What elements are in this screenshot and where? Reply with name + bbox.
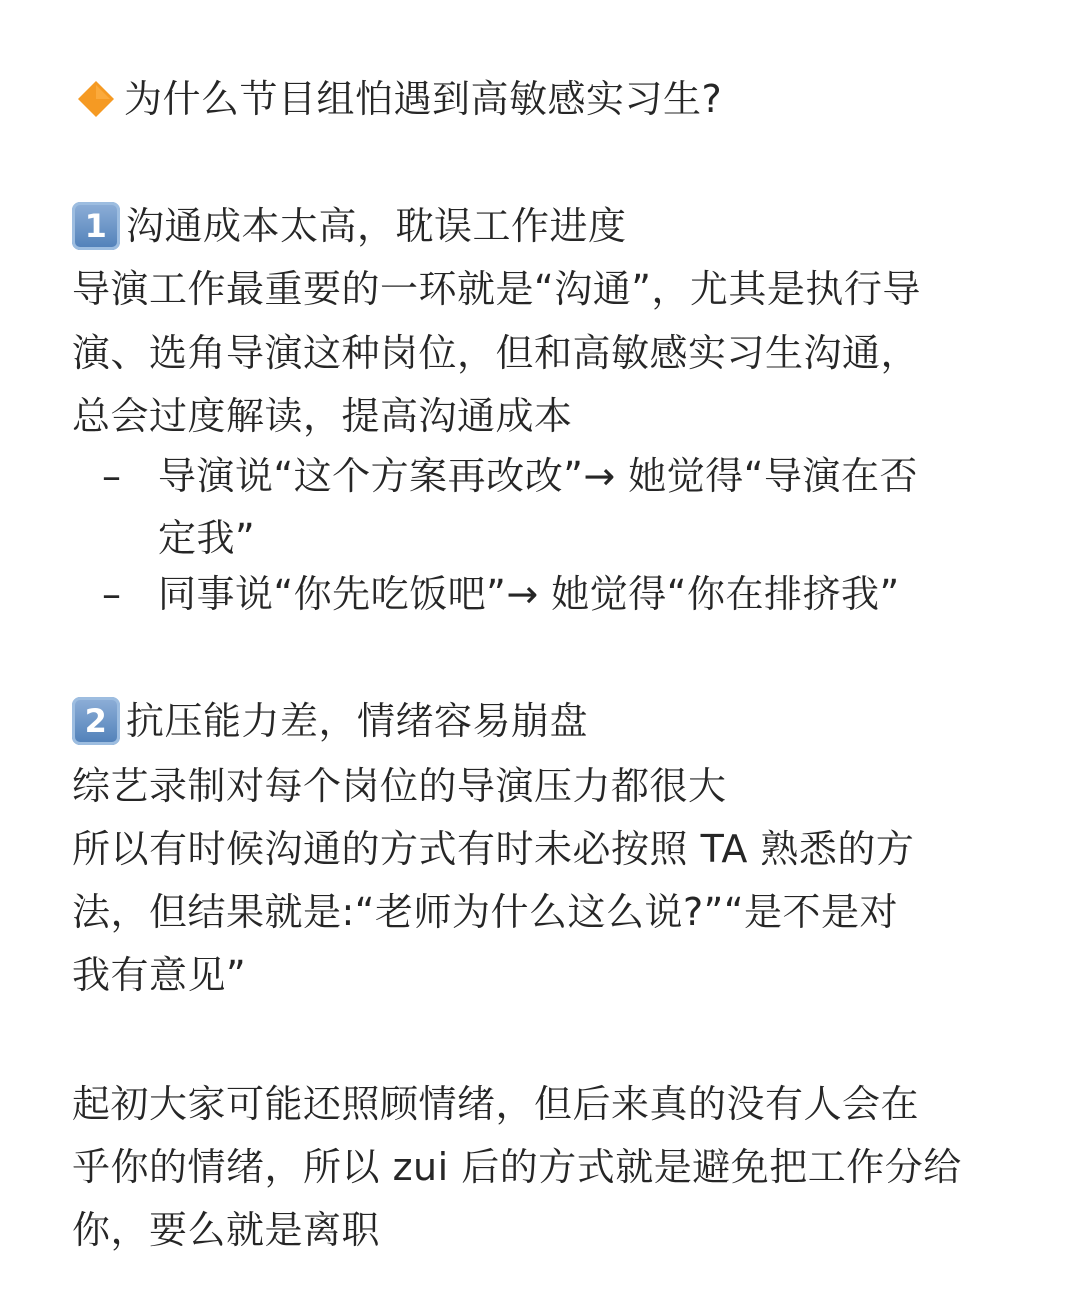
paragraph-line: 起初大家可能还照顾情绪，但后来真的没有人会在 [72,1082,920,1126]
section-2-title: 抗压能力差，情绪容易崩盘 [126,699,589,743]
paragraph-line: 你，要么就是离职 [72,1208,381,1252]
section-1-heading [72,195,627,257]
dash-bullet-icon: – [102,454,121,498]
paragraph-line: 法，但结果就是:“老师为什么这么说?”“是不是对 [72,890,899,934]
section-1-title: 沟通成本太高，耽误工作进度 [126,204,627,248]
dash-bullet-icon: – [102,572,121,616]
orange-diamond-icon [72,68,120,130]
section-2-heading [72,690,588,752]
paragraph-line: 我有意见” [72,953,247,997]
page-title: 为什么节目组怕遇到高敏感实习生? [124,77,723,121]
paragraph-line: 导演工作最重要的一环就是“沟通”，尤其是执行导 [72,267,921,311]
paragraph-line: 演、选角导演这种岗位，但和高敏感实习生沟通， [72,331,920,375]
list-item-text: 导演说“这个方案再改改”→ 她觉得“导演在否 [158,454,918,498]
keycap-2-icon: 2 [72,697,120,745]
keycap-1-icon: 1 [72,202,120,250]
paragraph-line: 乎你的情绪，所以 zui 后的方式就是避免把工作分给 [72,1145,962,1189]
list-item [72,563,1012,625]
paragraph-line: 所以有时候沟通的方式有时未必按照 TA 熟悉的方 [72,827,915,871]
list-item-text: 定我” [158,516,256,560]
paragraph-line: 综艺录制对每个岗位的导演压力都很大 [72,764,727,808]
title-row [72,68,722,130]
list-item-text: 同事说“你先吃饭吧”→ 她觉得“你在排挤我” [158,572,900,616]
list-item [72,445,1012,569]
paragraph-line: 总会过度解读，提高沟通成本 [72,394,573,438]
